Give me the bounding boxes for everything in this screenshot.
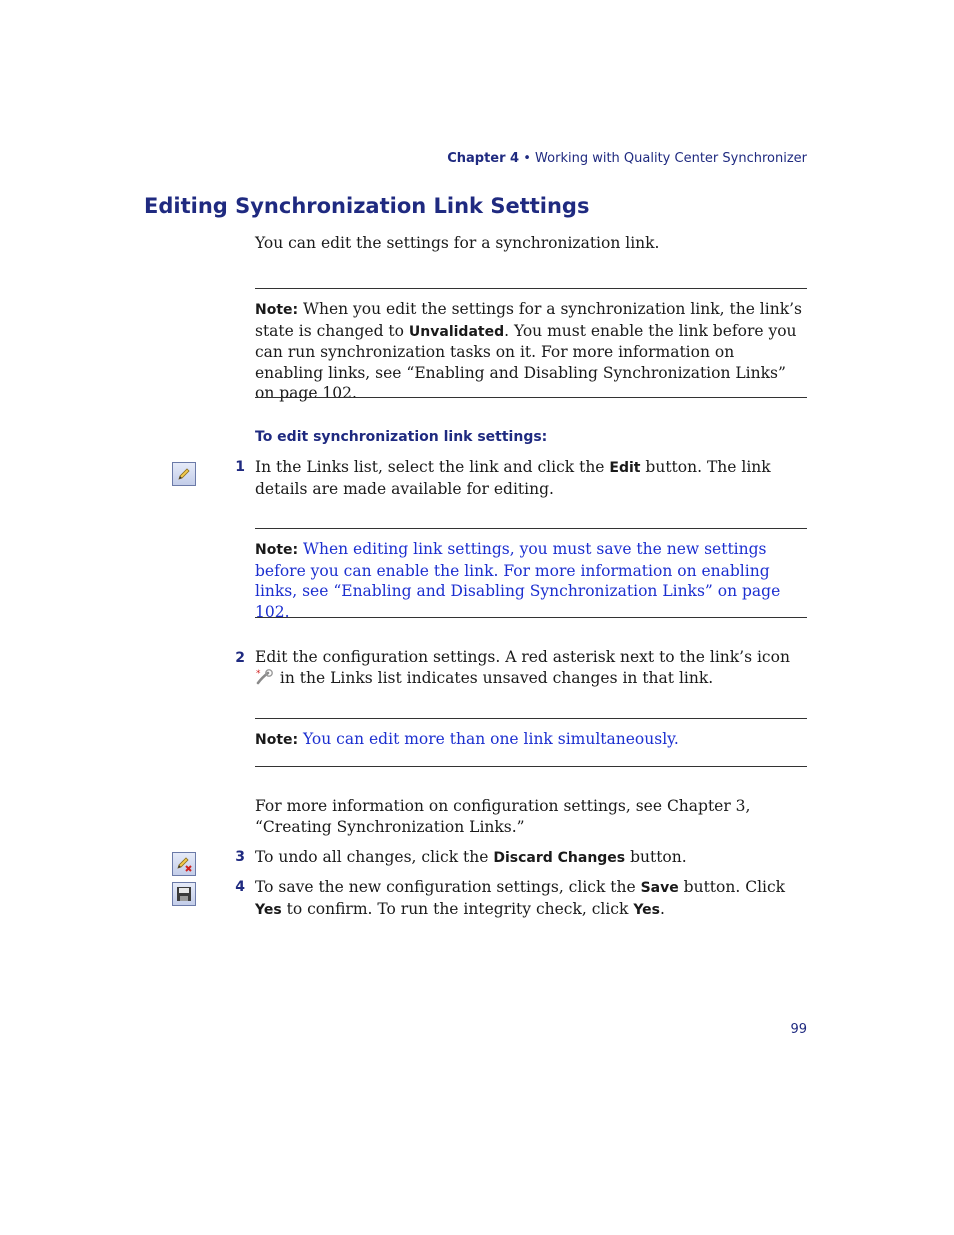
step4-text <box>255 877 807 920</box>
step4-text-a: To save the new configuration settings, click the <box>255 878 641 896</box>
step4-bold-yes: Yes <box>255 901 282 918</box>
note3-text: You can edit more than one link simultaneously. <box>298 730 679 748</box>
step4-bold-save: Save <box>640 880 679 896</box>
edit-pencil-icon <box>175 465 193 483</box>
note1-top-rule <box>255 288 807 289</box>
step1-text-a: In the Links list, select the link and click the <box>255 458 610 476</box>
header-separator: • <box>519 151 536 166</box>
save-button-icon <box>172 882 196 906</box>
note2-bottom-rule <box>255 617 807 618</box>
header-section: Working with Quality Center Synchronizer <box>535 151 807 166</box>
running-header <box>447 151 807 166</box>
note2 <box>255 539 807 622</box>
note3-label: Note: <box>255 732 299 748</box>
link-icon <box>255 668 275 686</box>
step2-text-a: Edit the configuration settings. A red asterisk next to the link’s icon <box>255 648 790 666</box>
note3-bottom-rule <box>255 766 807 767</box>
note2-top-rule <box>255 528 807 529</box>
note1-bottom-rule <box>255 397 807 398</box>
edit-button-icon <box>172 462 196 486</box>
step2-number: 2 <box>235 650 245 666</box>
note1 <box>255 299 807 404</box>
svg-text:*: * <box>256 668 261 679</box>
step3-number: 3 <box>235 849 245 865</box>
step4-text-c: to confirm. To run the integrity check, click <box>281 899 634 918</box>
note3-top-rule <box>255 718 807 719</box>
step2-text-b: in the Links list indicates unsaved changes in that link. <box>275 668 714 687</box>
header-chapter: Chapter 4 <box>447 151 520 166</box>
step3-text <box>255 847 807 869</box>
step4-bold-yes-2: Yes <box>633 901 660 918</box>
more-info-paragraph: For more information on configuration settings, see Chapter 3, “Creating Synchronization Links.” <box>255 797 751 836</box>
step4-text-b: button. Click <box>678 878 786 896</box>
intro-paragraph: You can edit the settings for a synchronization link. <box>255 234 660 252</box>
note3 <box>255 729 807 751</box>
step3-text-b: button. <box>625 848 687 866</box>
note1-label: Note: <box>255 302 299 318</box>
procedure-heading: To edit synchronization link settings: <box>255 429 548 445</box>
step3-text-a: To undo all changes, click the <box>255 848 494 866</box>
page-title: Editing Synchronization Link Settings <box>144 194 590 218</box>
save-disk-icon <box>175 885 193 903</box>
step4-text-d: . <box>660 899 665 918</box>
note1-bold: Unvalidated <box>408 323 505 340</box>
note2-label: Note: <box>255 542 299 558</box>
step2-text <box>255 647 807 688</box>
step3-bold: Discard Changes <box>493 850 626 866</box>
step4-number: 4 <box>235 879 245 895</box>
page-number: 99 <box>790 1022 807 1037</box>
discard-changes-button-icon <box>172 852 196 876</box>
note2-text: When editing link settings, you must save the new settings before you can enable the link. For more information on enabling links, see “Enabling and Disabling Synchronization Links” on page 102. <box>255 540 781 621</box>
step1-number: 1 <box>235 459 245 475</box>
discard-changes-icon <box>175 855 193 873</box>
step1-bold: Edit <box>609 460 641 476</box>
step1-text <box>255 457 807 499</box>
note1-text-a: When you edit the settings for a synchronization link, the link’s state is changed to <box>255 300 802 340</box>
step1-text-b: button. The link details are made available for editing. <box>255 458 771 498</box>
note1-text-b: . You must enable the link before you can run synchronization tasks on it. For more information on enabling links, see “Enabling and Disabling Synchronization Links” on page 102. <box>255 321 797 402</box>
